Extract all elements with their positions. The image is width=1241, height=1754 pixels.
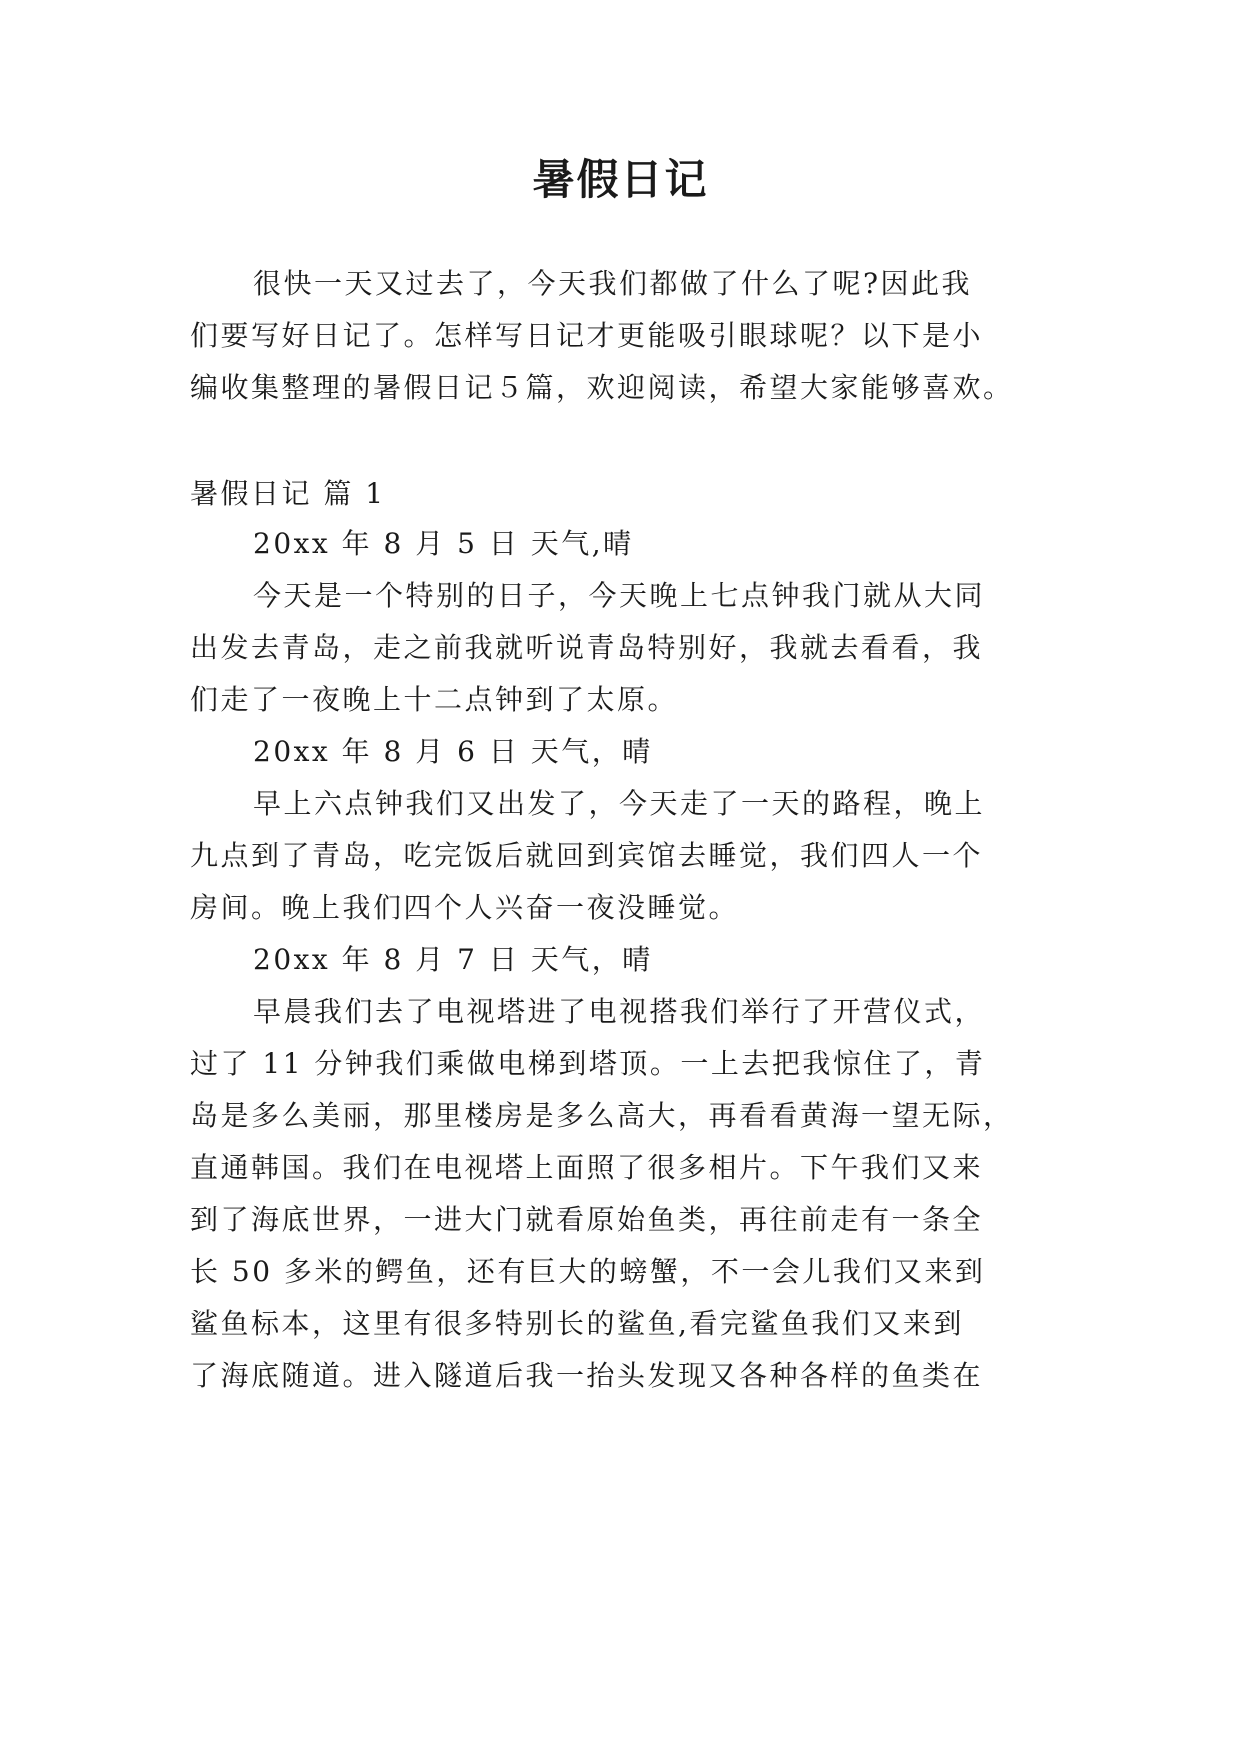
entry-1-line-1: 今天是一个特别的日子，今天晚上七点钟我门就从大同 — [253, 579, 986, 612]
entry-1-line-3: 们走了一夜晚上十二点钟到了太原。 — [190, 683, 679, 716]
entry-2-line-3: 房间。晚上我们四个人兴奋一夜没睡觉。 — [190, 891, 740, 924]
entry-2-line-2: 九点到了青岛，吃完饭后就回到宾馆去睡觉，我们四人一个 — [190, 839, 984, 872]
entry-2-date: 20xx 年 8 月 6 日 天气，晴 — [253, 735, 653, 768]
entry-3-line-6: 长 50 多米的鳄鱼，还有巨大的螃蟹，不一会儿我们又来到 — [190, 1255, 986, 1288]
section-heading: 暑假日记 篇 1 — [190, 477, 386, 510]
entry-3-line-1: 早晨我们去了电视塔进了电视搭我们举行了开营仪式， — [253, 995, 986, 1028]
entry-3-line-7: 鲨鱼标本，这里有很多特别长的鲨鱼,看完鲨鱼我们又来到 — [190, 1307, 964, 1340]
entry-2-line-1: 早上六点钟我们又出发了，今天走了一天的路程，晚上 — [253, 787, 986, 820]
entry-3-line-4: 直通韩国。我们在电视塔上面照了很多相片。下午我们又来 — [190, 1151, 984, 1184]
entry-3-line-2: 过了 11 分钟我们乘做电梯到塔顶。一上去把我惊住了，青 — [190, 1047, 986, 1080]
intro-line-3: 编收集整理的暑假日记５篇，欢迎阅读，希望大家能够喜欢。 — [190, 371, 1014, 404]
entry-1-line-2: 出发去青岛，走之前我就听说青岛特别好，我就去看看，我 — [190, 631, 984, 664]
entry-3-line-3: 岛是多么美丽，那里楼房是多么高大，再看看黄海一望无际， — [190, 1099, 1014, 1132]
entry-3-line-8: 了海底随道。进入隧道后我一抬头发现又各种各样的鱼类在 — [190, 1359, 984, 1392]
entry-3-date: 20xx 年 8 月 7 日 天气，晴 — [253, 943, 653, 976]
entry-3-line-5: 到了海底世界，一进大门就看原始鱼类，再往前走有一条全 — [190, 1203, 984, 1236]
document-title: 暑假日记 — [532, 155, 709, 204]
intro-line-2: 们要写好日记了。怎样写日记才更能吸引眼球呢？以下是小 — [190, 319, 984, 352]
entry-1-date: 20xx 年 8 月 5 日 天气,晴 — [253, 527, 634, 560]
intro-line-1: 很快一天又过去了，今天我们都做了什么了呢?因此我 — [253, 267, 973, 300]
